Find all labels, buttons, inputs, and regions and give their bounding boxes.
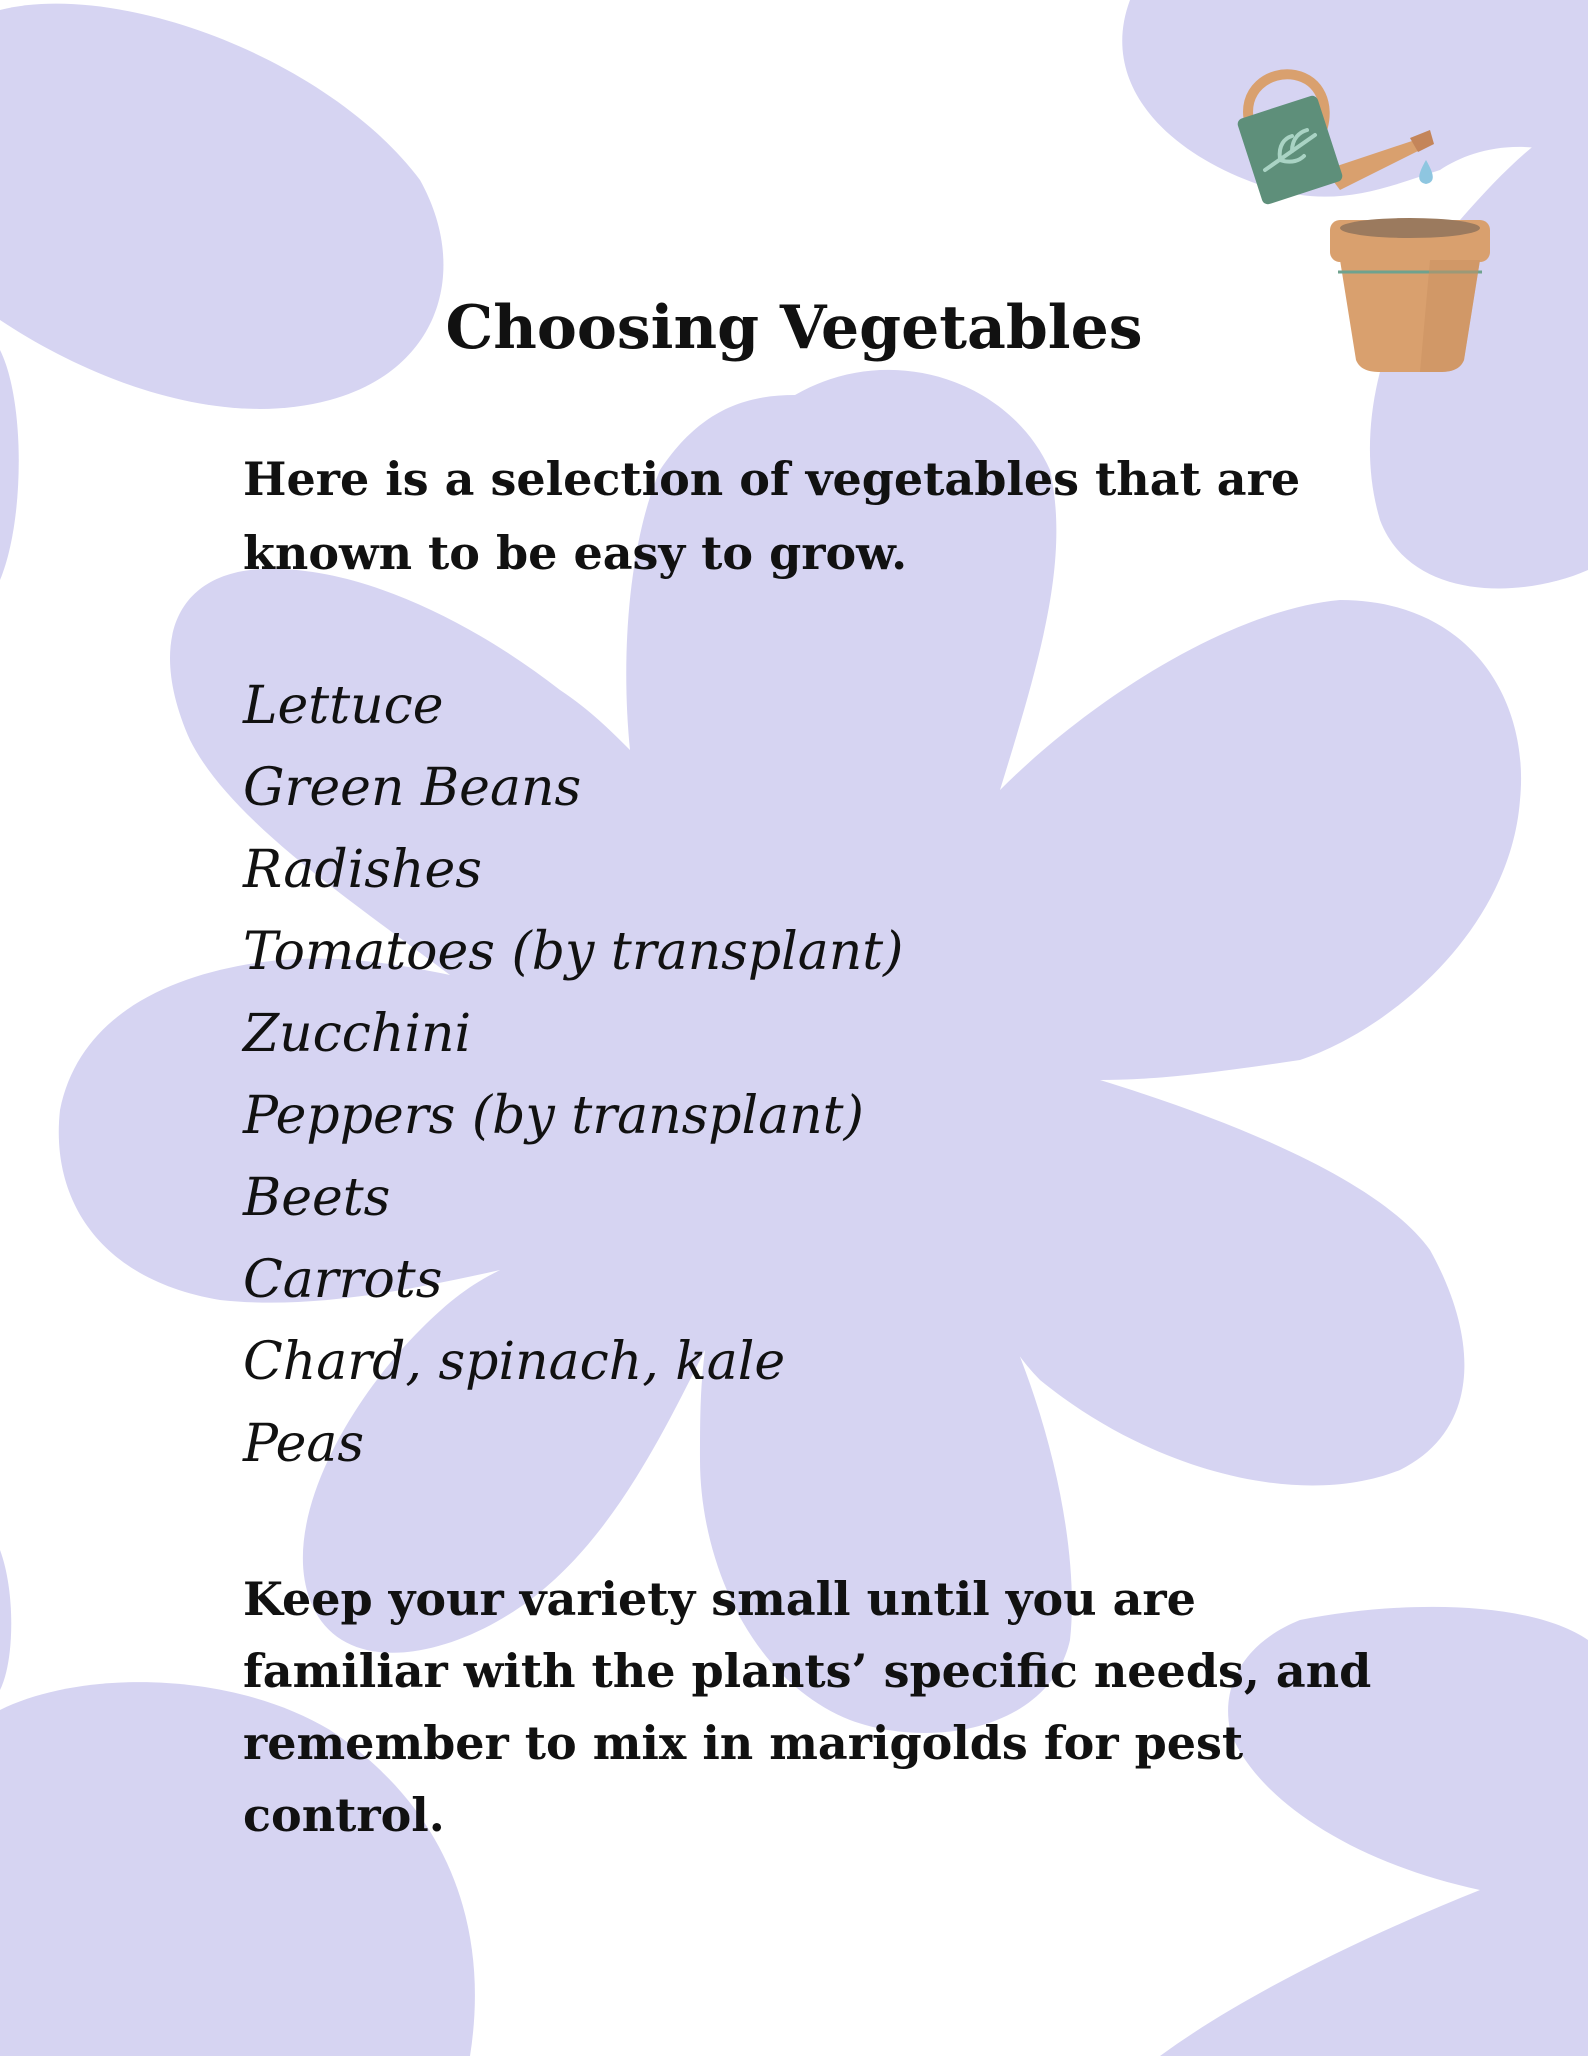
list-item: Carrots [243,1250,443,1310]
list-item: Green Beans [243,758,582,818]
page-title: Choosing Vegetables [445,293,1143,363]
closing-paragraph: Keep your variety small until you are familiar with the plants’ specific needs, and remember to mix in marigolds for pest control. [243,1572,1372,1842]
water-drop [1419,160,1433,184]
bg-petal-left-lower [0,1550,11,1690]
list-item: Beets [243,1168,391,1228]
list-item: Tomatoes (by transplant) [243,922,904,982]
list-item: Lettuce [243,676,444,736]
list-item: Zucchini [243,1004,472,1064]
list-item: Peppers (by transplant) [243,1086,864,1146]
list-item: Radishes [243,840,482,900]
list-item: Peas [243,1414,365,1474]
intro-paragraph: Here is a selection of vegetables that are known to be easy to grow. [243,452,1301,580]
vegetable-list [243,665,1243,1485]
can-spout [1325,140,1420,190]
list-item: Chard, spinach, kale [243,1332,786,1392]
bg-petal-left-edge [0,350,19,580]
